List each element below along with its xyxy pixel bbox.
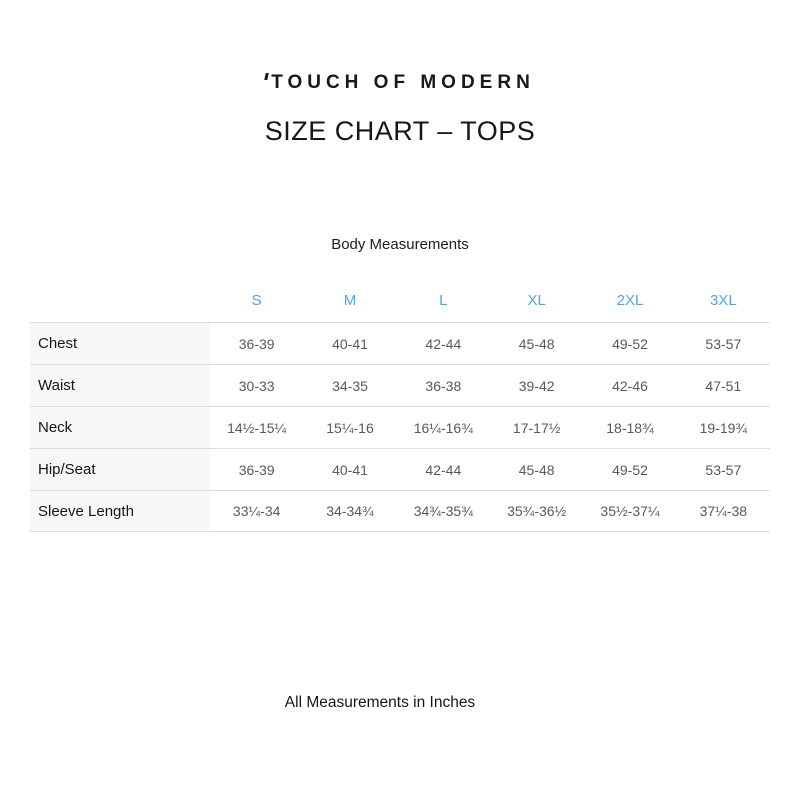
- measurement-cell: 36-38: [425, 377, 462, 394]
- measurement-cell: 34¾-35¾: [413, 503, 473, 519]
- row-label-waist: Waist: [30, 365, 210, 406]
- row-label-hip-seat: Hip/Seat: [30, 449, 210, 490]
- measurement-cell: 49-52: [612, 335, 648, 352]
- row-label-chest: Chest: [30, 323, 210, 364]
- brand-name: TOUCH OF MODERN: [271, 72, 535, 93]
- measurement-cell: 42-46: [612, 377, 648, 394]
- table-row-sleeve-length: [30, 490, 770, 532]
- size-chart-table: [30, 278, 770, 532]
- measurement-cell: 19-19¾: [699, 419, 748, 436]
- measurement-cell: 36-39: [238, 461, 275, 478]
- measurement-cell: 34-34¾: [326, 503, 374, 519]
- measurement-cell: 45-48: [518, 461, 555, 478]
- measurement-cell: 17-17½: [512, 419, 561, 436]
- table-row-chest: [30, 322, 770, 364]
- measurement-cell: 36-39: [238, 335, 275, 352]
- measurement-cell: 42-44: [425, 461, 462, 478]
- page-title: SIZE CHART – TOPS: [264, 116, 536, 146]
- table-row-neck: [30, 406, 770, 448]
- measurement-cell: 35½-37¼: [600, 503, 660, 519]
- brand-logo: [0, 72, 800, 94]
- measurement-cell: 35¾-36½: [507, 503, 567, 519]
- size-header-s: S: [251, 291, 262, 309]
- size-header-l: L: [439, 291, 448, 309]
- footer-note: All Measurements in Inches: [284, 694, 476, 711]
- measurement-cell: 16¼-16¾: [413, 419, 473, 436]
- size-header-3xl: 3XL: [709, 291, 737, 309]
- table-row-hip-seat: [30, 448, 770, 490]
- measurement-cell: 47-51: [705, 377, 742, 394]
- measurement-cell: 30-33: [238, 377, 275, 394]
- measurement-cell: 34-35: [332, 377, 368, 394]
- table-row-waist: [30, 364, 770, 406]
- measurement-cell: 18-18¾: [606, 419, 654, 436]
- size-header-m: M: [343, 291, 357, 309]
- measurement-cell: 42-44: [425, 335, 462, 352]
- row-label-neck: Neck: [30, 407, 210, 448]
- size-header-2xl: 2XL: [616, 291, 644, 309]
- measurement-cell: 15¼-16: [326, 419, 374, 436]
- table-caption: Body Measurements: [331, 236, 469, 253]
- size-header-xl: XL: [527, 291, 546, 309]
- measurement-cell: 40-41: [332, 335, 368, 352]
- measurement-cell: 45-48: [518, 335, 555, 352]
- size-header-row: [30, 278, 770, 322]
- measurement-cell: 37¼-38: [699, 503, 748, 519]
- logo-tick-icon: [264, 73, 268, 80]
- measurement-cell: 40-41: [332, 461, 368, 478]
- measurement-cell: 49-52: [612, 461, 648, 478]
- row-label-sleeve-length: Sleeve Length: [30, 491, 210, 531]
- measurement-cell: 39-42: [518, 377, 555, 394]
- measurement-cell: 33¼-34: [232, 503, 281, 519]
- measurement-cell: 53-57: [705, 335, 742, 352]
- measurement-cell: 14½-15¼: [227, 419, 287, 436]
- measurement-cell: 53-57: [705, 461, 742, 478]
